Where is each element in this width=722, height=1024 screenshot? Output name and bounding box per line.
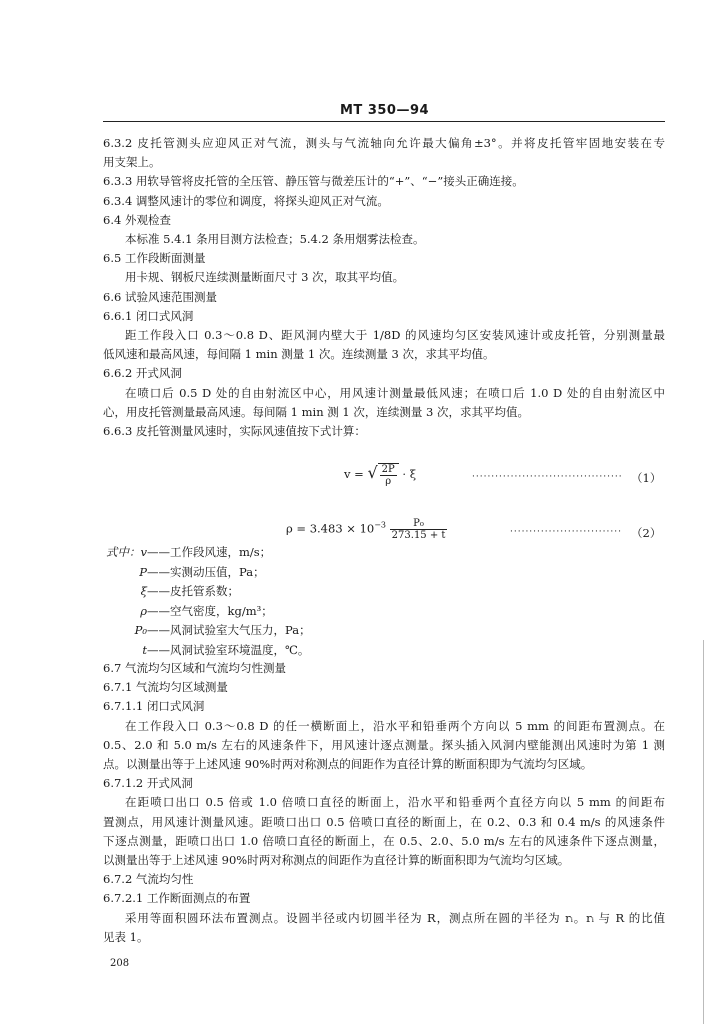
definition-row bbox=[103, 545, 271, 559]
definition-symbol: ξ bbox=[140, 584, 147, 599]
text-line: 6.6.3 皮托管测量风速时，实际风速值按下式计算： bbox=[103, 424, 366, 438]
definition-text: ——风洞试验室大气压力，Pa； bbox=[147, 623, 311, 638]
text-line: 用卡规、钢板尺连续测量断面尺寸 3 次，取其平均值。 bbox=[125, 270, 405, 285]
text-line: 6.7.2.1 工作断面测点的布置 bbox=[103, 891, 251, 906]
definition-symbol: 式中：v bbox=[106, 545, 147, 559]
definition-symbol: t bbox=[142, 643, 147, 657]
text-line: 6.6.2 开式风洞 bbox=[103, 366, 182, 381]
text-line: 置测点，用风速计测量风速。距喷口出口 0.5 倍喷口直径的断面上，在 0.2、0.3 和 0.4 m/s 的风速条件 bbox=[103, 814, 665, 829]
text-line: 用支架上。 bbox=[103, 155, 161, 170]
formula-1-leader: ······································· bbox=[472, 472, 623, 482]
text-line: 6.3.4 调整风速计的零位和调度，将探头迎风正对气流。 bbox=[103, 193, 389, 208]
definition-row bbox=[103, 604, 273, 618]
text-line: 6.6.1 闭口式风洞 bbox=[103, 308, 194, 323]
sqrt-icon: √ bbox=[367, 463, 378, 482]
text-line: 6.7.1 气流均匀区域测量 bbox=[103, 680, 228, 695]
definition-text: ——工作段风速，m/s； bbox=[147, 545, 272, 559]
formula-1-tail: · ξ bbox=[402, 467, 417, 481]
definition-text: ——实测动压值，Pa； bbox=[147, 564, 265, 579]
text-line: 本标准 5.4.1 条用目测方法检查；5.4.2 条用烟雾法检查。 bbox=[125, 232, 425, 246]
text-line: 采用等面积圆环法布置测点。设圆半径或内切圆半径为 R，测点所在圆的半径为 rᵢ。rᵢ 与 R 的比值 bbox=[125, 910, 665, 925]
formula-2-denominator: 273.15 + t bbox=[391, 530, 446, 541]
definition-text: ——风洞试验室环境温度，℃。 bbox=[147, 643, 310, 657]
formula-1-tag: （1） bbox=[631, 471, 662, 485]
text-line: 6.4 外观检查 bbox=[103, 212, 171, 227]
text-line: 6.3.3 用软导管将皮托管的全压管、静压管与微差压计的“+”、“−”接头正确连接。 bbox=[103, 174, 524, 189]
formula-2 bbox=[286, 518, 447, 541]
definition-row bbox=[103, 584, 239, 598]
header-rule bbox=[103, 121, 665, 122]
text-line: 在喷口后 0.5 D 处的自由射流区中心，用风速计测量最低风速；在喷口后 1.0 D 处的自由射流区中 bbox=[125, 385, 665, 400]
text-line: 0.5、2.0 和 5.0 m/s 左右的风速条件下，用风速计逐点测量。探头插入风洞内壁能测出风速时为第 1 测 bbox=[103, 737, 665, 752]
text-line: 距工作段入口 0.3～0.8 D、距风洞内壁大于 1/8D 的风速均匀区安装风速计或皮托管，分别测量最 bbox=[125, 328, 665, 342]
text-line: 下逐点测量，距喷口出口 1.0 倍喷口直径的断面上，在 0.5、2.0、5.0 m/s 左右的风速条件下逐点测量， bbox=[103, 833, 665, 848]
text-line: 6.7.2 气流均匀性 bbox=[103, 872, 194, 887]
formula-1-lhs: v = bbox=[344, 467, 364, 481]
formula-1-denominator: ρ bbox=[385, 476, 392, 487]
definition-text: ——皮托管系数； bbox=[147, 584, 239, 599]
text-line: 见表 1。 bbox=[103, 929, 149, 944]
text-line: 6.3.2 皮托管测头应迎风正对气流，测头与气流轴向允许最大偏角±3°。并将皮托管牢固地安装在专 bbox=[103, 136, 665, 150]
definition-row bbox=[103, 643, 309, 657]
definition-row bbox=[103, 565, 265, 579]
definition-text: ——空气密度，kg/m³； bbox=[147, 603, 273, 618]
formula-2-tag: （2） bbox=[631, 526, 662, 540]
definition-symbol: P₀ bbox=[134, 623, 147, 638]
text-line: 6.7.1.1 闭口式风洞 bbox=[103, 699, 205, 714]
text-line: 低风速和最高风速，每间隔 1 min 测量 1 次。连续测量 3 次，求其平均值。 bbox=[103, 347, 495, 362]
text-line: 心，用皮托管测量最高风速。每间隔 1 min 测 1 次，连续测量 3 次，求其平均值。 bbox=[103, 404, 530, 419]
formula-2-numerator: P₀ bbox=[390, 518, 448, 530]
formula-1-sqrt bbox=[378, 463, 399, 487]
definition-row bbox=[103, 623, 311, 637]
text-line: 6.7.1.2 开式风洞 bbox=[103, 776, 193, 791]
formula-1-numerator: 2P bbox=[381, 464, 395, 475]
formula-2-exponent: −3 bbox=[374, 520, 387, 530]
scan-edge bbox=[703, 640, 704, 1024]
text-line: 在距喷口出口 0.5 倍或 1.0 倍喷口直径的断面上，沿水平和铅垂两个直径方向以 5 mm 的间距布 bbox=[125, 795, 665, 810]
standard-header: MT 350—94 bbox=[340, 103, 430, 118]
definition-symbol: P bbox=[139, 564, 147, 579]
page-number: 208 bbox=[110, 958, 130, 969]
formula-1 bbox=[344, 463, 416, 487]
text-line: 6.7 气流均匀区域和气流均匀性测量 bbox=[103, 661, 286, 675]
formula-2-lhs: ρ = 3.483 × 10 bbox=[286, 521, 375, 536]
text-line: 点。以测量出等于上述风速 90%时两对称测点的间距作为直径计算的断面积即为气流均匀区域。 bbox=[103, 757, 593, 771]
text-line: 6.6 试验风速范围测量 bbox=[103, 289, 217, 304]
formula-2-leader: ····························· bbox=[510, 527, 622, 537]
text-line: 在工作段入口 0.3～0.8 D 的任一横断面上，沿水平和铅垂两个方向以 5 mm 的间距布置测点。在 bbox=[125, 718, 665, 733]
text-line: 以测量出等于上述风速 90%时两对称测点的间距作为直径计算的断面积即为气流均匀区域。 bbox=[103, 853, 570, 867]
text-line: 6.5 工作段断面测量 bbox=[103, 251, 206, 266]
definition-symbol: ρ bbox=[140, 603, 147, 618]
